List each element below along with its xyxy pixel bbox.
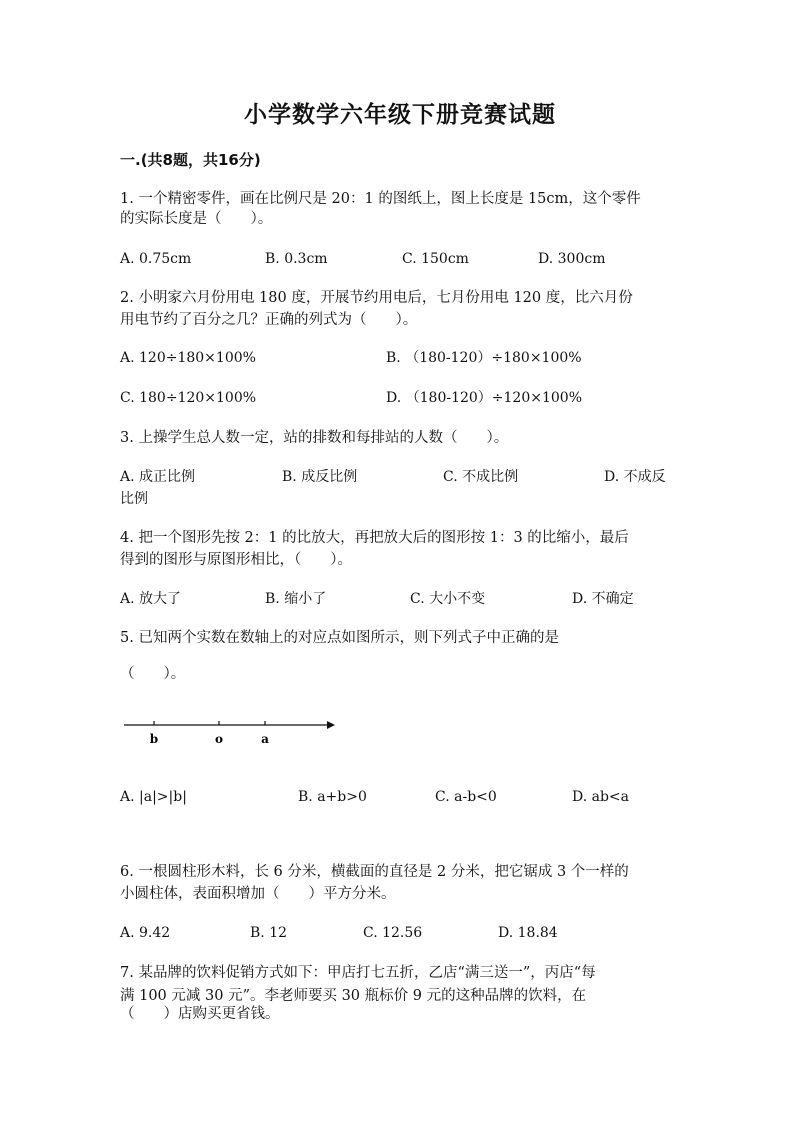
question-3-stem-line-1: 3. 上操学生总人数一定，站的排数和每排站的人数（ ）。	[120, 430, 509, 446]
question-4-option-b: B. 缩小了	[265, 591, 327, 607]
label-a: a	[261, 732, 269, 746]
question-5-option-a: A. |a|>|b|	[120, 789, 187, 805]
question-3-option-a: A. 成正比例	[120, 469, 196, 485]
question-3-option-b: B. 成反比例	[282, 469, 358, 485]
question-4-option-a: A. 放大了	[120, 591, 182, 607]
question-1-stem-line-2: 的实际长度是（ ）。	[120, 211, 273, 227]
number-line-figure	[122, 715, 337, 755]
page-title: 小学数学六年级下册竞赛试题	[244, 102, 556, 128]
question-5-option-b: B. a+b>0	[298, 789, 367, 805]
question-4-stem-line-1: 4. 把一个图形先按 2：1 的比放大，再把放大后的图形按 1：3 的比缩小，最后	[120, 530, 629, 546]
question-1-option-a: A. 0.75cm	[120, 251, 192, 267]
question-7-stem-line-3: （ ）店购买更省钱。	[120, 1006, 280, 1022]
question-1-option-b: B. 0.3cm	[265, 251, 328, 267]
question-3-option-d-wrap: 比例	[120, 491, 148, 507]
question-6-stem-line-1: 6. 一根圆柱形木料，长 6 分米，横截面的直径是 2 分米，把它锯成 3 个一样的	[120, 864, 629, 880]
question-4-stem-line-2: 得到的图形与原图形相比，（ ）。	[120, 552, 352, 568]
question-7-stem-line-2: 满 100 元减 30 元”。李老师要买 30 瓶标价 9 元的这种品牌的饮料，在	[120, 988, 587, 1004]
question-2-stem-line-1: 2. 小明家六月份用电 180 度，开展节约用电后，七月份用电 120 度，比六月份	[120, 290, 633, 306]
question-5-option-c: C. a-b<0	[435, 789, 497, 805]
question-5-stem-line-1: 5. 已知两个实数在数轴上的对应点如图所示，则下列式子中正确的是	[120, 630, 559, 646]
question-5-option-d: D. ab<a	[572, 789, 630, 805]
question-7-stem-line-1: 7. 某品牌的饮料促销方式如下：甲店打七五折，乙店“满三送一”，丙店“每	[120, 965, 596, 981]
question-6-option-d: D. 18.84	[498, 925, 558, 941]
question-2-option-c: C. 180÷120×100%	[120, 390, 257, 406]
question-2-option-a: A. 120÷180×100%	[120, 350, 256, 366]
question-6-stem-line-2: 小圆柱体，表面积增加（ ）平方分米。	[120, 886, 396, 902]
question-1-stem-line-1: 1. 一个精密零件，画在比例尺是 20：1 的图纸上，图上长度是 15cm，这个零件	[120, 191, 641, 207]
question-3-option-c: C. 不成比例	[443, 469, 519, 485]
question-6-option-b: B. 12	[250, 925, 288, 941]
question-2-stem-line-2: 用电节约了百分之几？正确的列式为（ ）。	[120, 312, 418, 328]
label-o: o	[214, 732, 224, 746]
question-4-option-d: D. 不确定	[572, 591, 634, 607]
question-1-option-c: C. 150cm	[402, 251, 469, 267]
question-2-option-d: D. （180-120）÷120×100%	[386, 390, 583, 406]
question-3-option-d: D. 不成反	[604, 469, 666, 485]
number-line-svg	[122, 715, 337, 755]
question-6-option-a: A. 9.42	[120, 925, 171, 941]
question-4-option-c: C. 大小不变	[410, 591, 486, 607]
question-6-option-c: C. 12.56	[363, 925, 423, 941]
number-line-arrow-icon	[327, 721, 335, 729]
label-b: b	[149, 732, 159, 746]
section-heading: 一.(共8题，共16分)	[120, 151, 261, 169]
question-2-option-b: B. （180-120）÷180×100%	[386, 350, 582, 366]
question-5-stem-line-2: （ ）。	[120, 666, 186, 682]
question-1-option-d: D. 300cm	[538, 251, 606, 267]
